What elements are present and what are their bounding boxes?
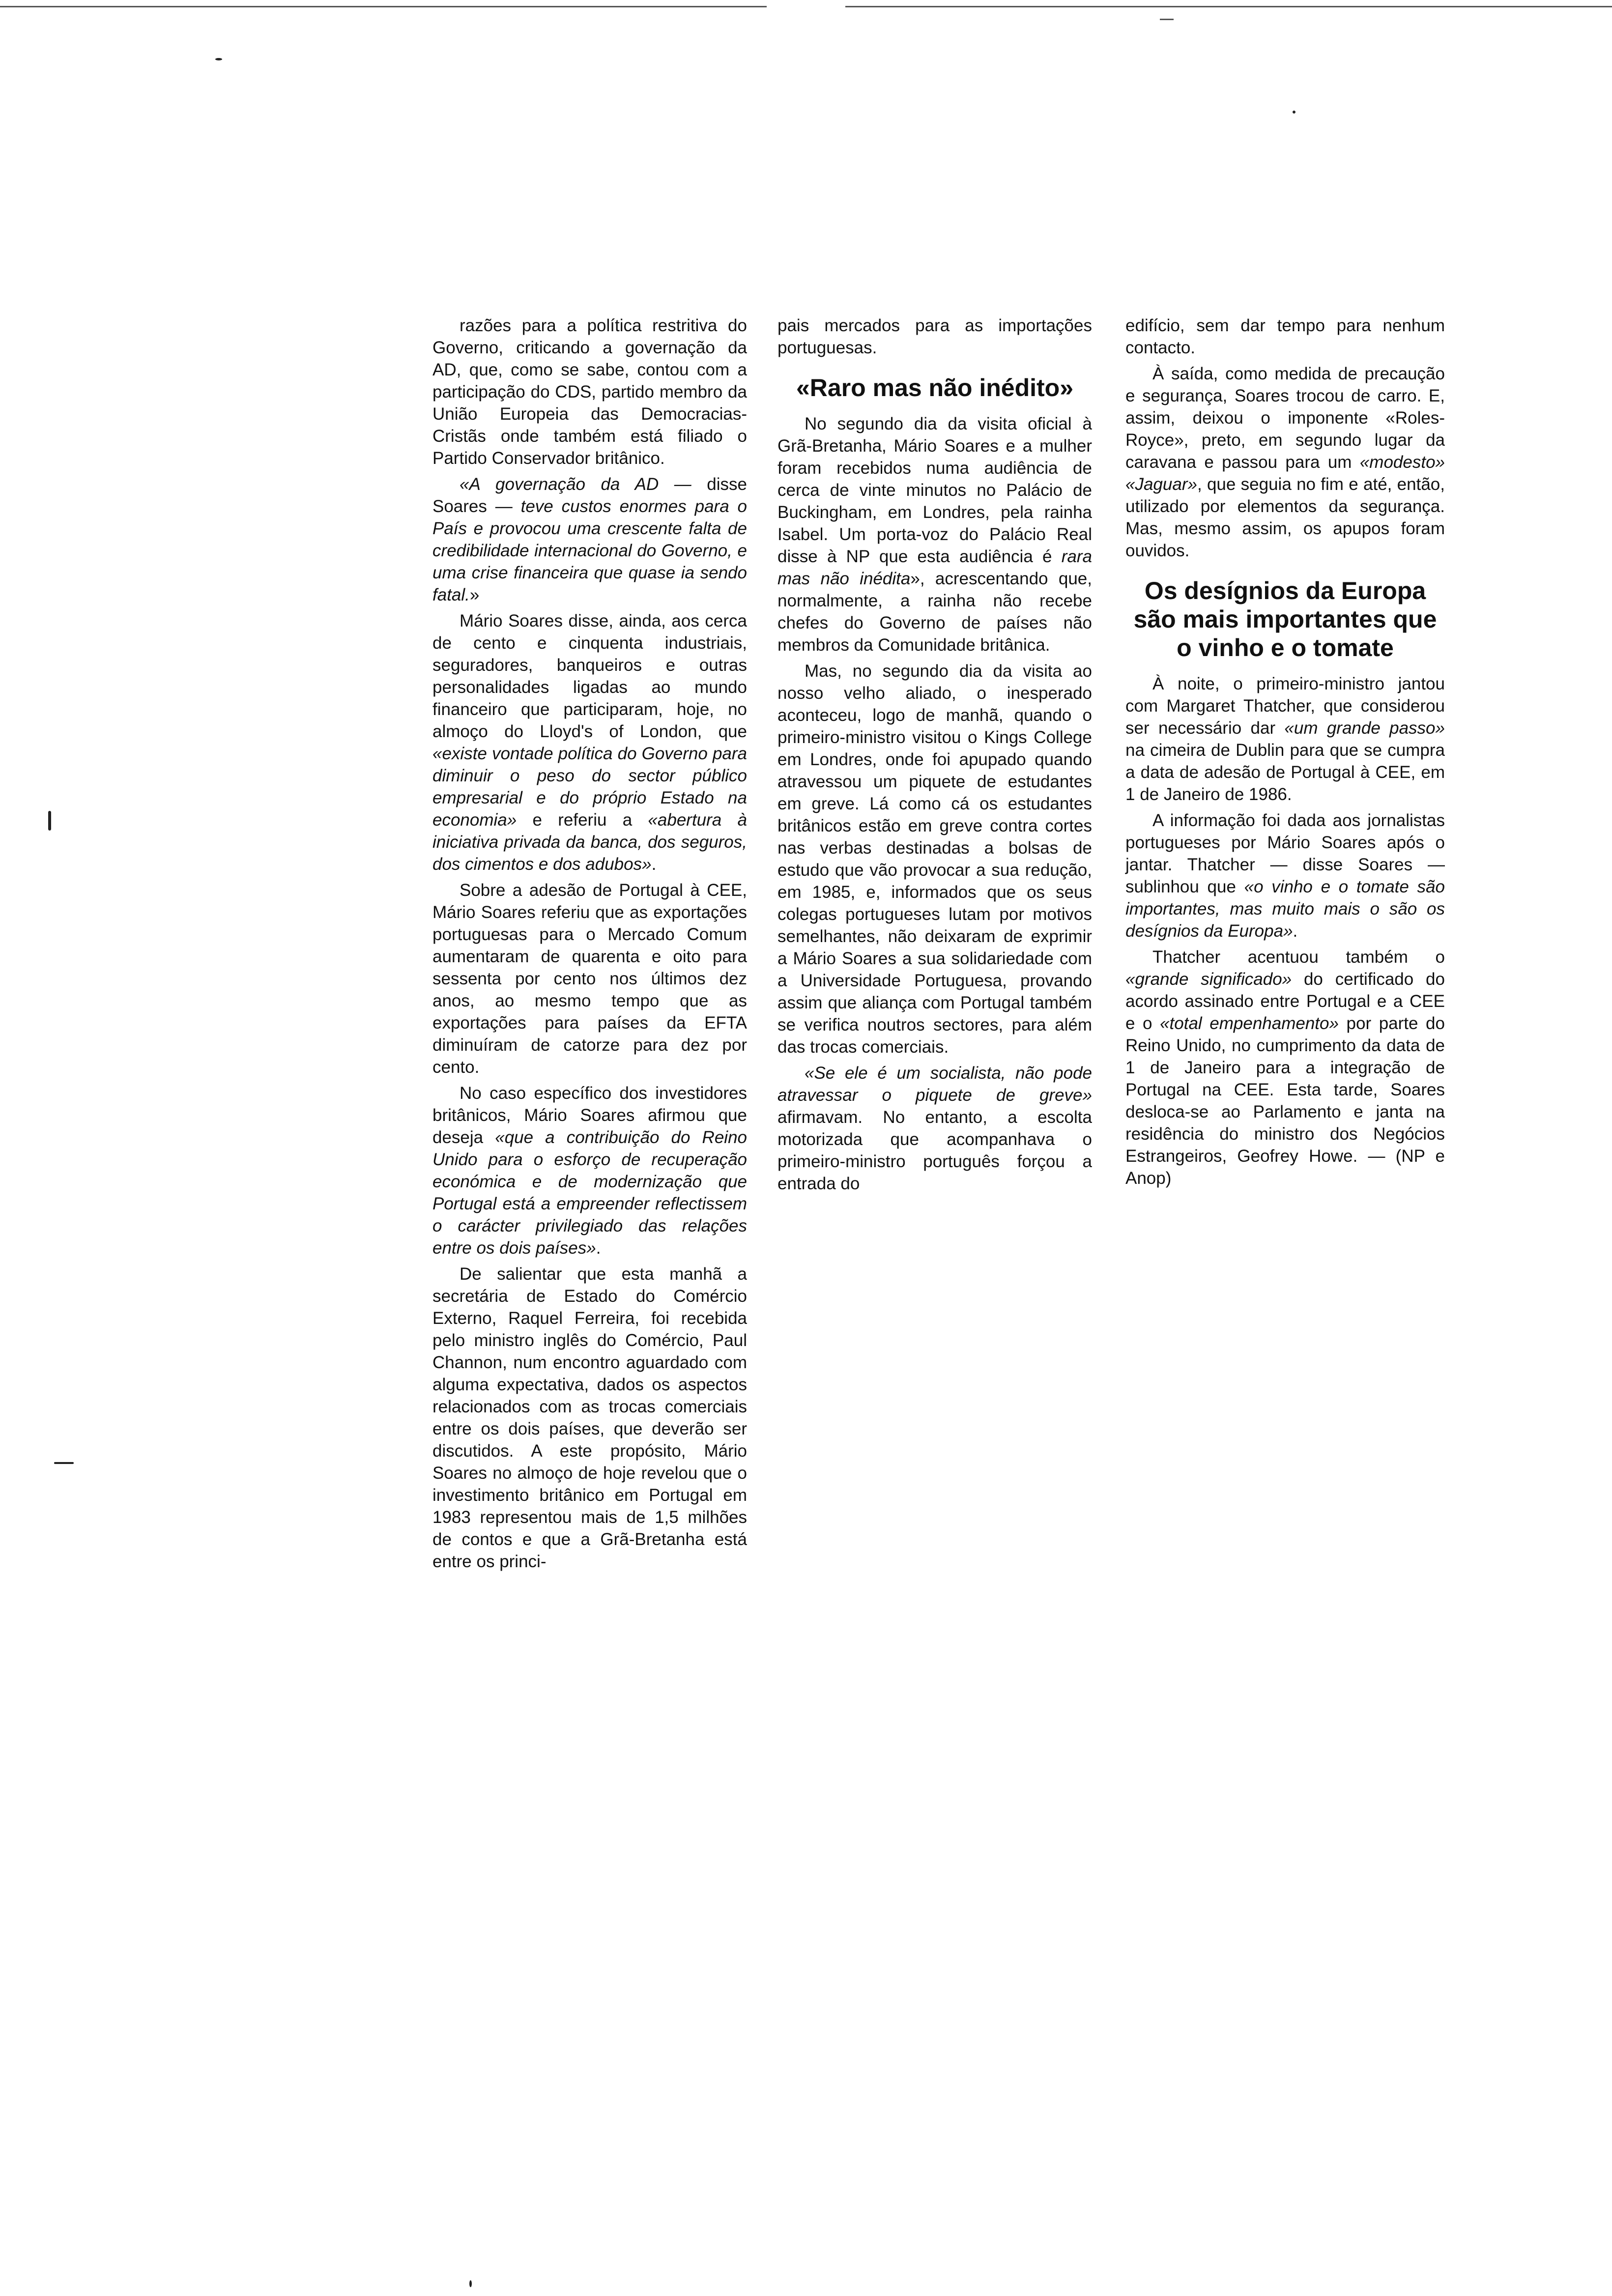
body-text: À saída, como medida de precaução e segurança, Soares trocou de carro. E, assim, deixou o imponente «Roles-Royce», preto, em segundo lugar da caravana e passou para um [1125,364,1445,472]
quote-text: «abertura à iniciativa privada da banca, dos seguros, dos cimentos e dos adubos» [432,810,747,874]
body-text: , que seguia no fim e até, então, utilizado por elementos da segurança. Mas, mesmo assim, os apupos foram ouvidos. [1125,475,1445,560]
article-column-2 [777,315,1092,1199]
paragraph-gap [432,875,747,879]
article-paragraph [1125,363,1445,562]
article-paragraph [1125,673,1445,805]
article-paragraph [777,315,1092,359]
quote-text: «que a contribuição do Reino Unido para o esforço de recuperação económica e de modernização que Portugal está a empreender reflectissem o carácter privilegiado das relações entre os dois países» [432,1128,747,1258]
paragraph-gap [777,656,1092,660]
paragraph-gap [777,1195,1092,1199]
body-text: razões para a política restritiva do Governo, criticando a governação da AD, que, como se sabe, contou com a participação do CDS, partido membro da União Europeia das Democracias-Cristãs onde também está filiado o Partido Conservador britânico. [432,316,747,468]
paragraph-gap [1125,1189,1445,1193]
quote-text: «o vinho e o tomate são importantes, mas muito mais o são os desígnios da Europa» [1125,877,1445,941]
quote-text: «existe vontade política do Governo para diminuir o peso do sector público empresarial e do próprio Estado na economia» [432,744,747,830]
paragraph-gap [432,1259,747,1263]
scan-speck [1293,111,1295,114]
article-paragraph [432,315,747,469]
paragraph-gap [777,1058,1092,1062]
quote-text: «modesto» «Jaguar» [1125,453,1445,494]
body-text: na cimeira de Dublin para que se cumpra a data de adesão de Portugal à CEE, em 1 de Janeiro de 1986. [1125,741,1445,804]
paragraph-gap [432,1078,747,1082]
article-paragraph [432,879,747,1078]
paragraph-gap [432,606,747,610]
quote-text: «Se ele é um socialista, não pode atravessar o piquete de greve» [777,1063,1092,1105]
body-text: A informação foi dada aos jornalistas portugueses por Mário Soares após o jantar. Thatcher — disse Soares — sublinhou que [1125,811,1445,896]
body-text: Thatcher acentuou também o [1152,947,1445,967]
paragraph-gap [1125,805,1445,809]
paragraph-gap [1125,562,1445,566]
quote-text: «um grande passo» [1284,718,1445,738]
article-paragraph [777,1062,1092,1195]
scan-speck [48,811,51,831]
article-paragraph [777,660,1092,1058]
article-subheading: «Raro mas não inédito» [796,374,1074,402]
body-text: No caso específico dos investidores britânicos, Mário Soares afirmou que deseja [432,1084,747,1147]
article-paragraph [432,1082,747,1259]
scan-speck [54,1462,74,1464]
body-text: do certificado do acordo assinado entre Portugal e a CEE e o [1125,970,1445,1033]
body-text: e referiu a [517,810,648,830]
body-text: disse Soares — [432,475,747,516]
article-paragraph [432,473,747,606]
article-paragraph [1125,809,1445,942]
article-paragraph [432,1263,747,1573]
body-text: Sobre a adesão de Portugal à CEE, Mário Soares referiu que as exportações portuguesas para o Mercado Comum aumentaram de quarenta e oito para sessenta por cento nos últimos dez anos, ao mesmo tempo que as exportações para países da EFTA diminuíram de catorze para dez por cento. [432,881,747,1077]
quote-text: rara mas não inédita [777,547,1092,588]
quote-text: «A governação da AD — [460,475,707,494]
body-text: No segundo dia da visita oficial à Grã-Bretanha, Mário Soares e a mulher foram recebidos numa audiência de cerca de vinte minutos no Palácio de Buckingham, em Londres, pela rainha Isabel. Um porta-voz do Palácio Real disse à NP que esta audiência é [777,414,1092,566]
body-text: », acrescentando que, normalmente, a rainha não recebe chefes do Governo de países não membros da Comunidade britânica. [777,569,1092,655]
article-paragraph [777,413,1092,656]
article-subheading: Os desígnios da Europa são mais importantes que o vinho e o tomate [1133,577,1437,661]
top-rule-dash [1160,19,1174,20]
body-text: De salientar que esta manhã a secretária de Estado do Comércio Externo, Raquel Ferreira, foi recebida pelo ministro inglês do Comércio, Paul Channon, num encontro aguardado com alguma expectativa, dados os aspectos relacionados com as trocas comerciais entre os dois países, que deverão ser discutidos. A este propósito, Mário Soares no almoço de hoje revelou que o investimento britânico em Portugal em 1983 representou mais de 1,5 milhões de contos e que a Grã-Bretanha está entre os princi- [432,1264,747,1571]
article-paragraph [1125,315,1445,359]
body-text: pais mercados para as importações portuguesas. [777,316,1092,357]
body-text: Mário Soares disse, ainda, aos cerca de cento e cinquenta industriais, seguradores, banqueiros e outras personalidades ligadas ao mundo financeiro que participaram, hoje, no almoço do Lloyd's of London, que [432,611,747,741]
paragraph-gap [432,469,747,473]
body-text: Mas, no segundo dia da visita ao nosso velho aliado, o inesperado aconteceu, logo de manhã, quando o primeiro-ministro visitou o Kings College em Londres, onde foi apupado quando atravessou um piquete de estudantes em greve. Lá como cá os estudantes britânicos estão em greve contra cortes nas verbas destinadas a bolsas de estudo que vão provocar a sua redução, em 1985, e, informados que os seus colegas portugueses lutam por motivos semelhantes, não deixaram de exprimir a Mário Soares a sua solidariedade com a Universidade Portuguesa, provando assim que aliança com Portugal também se verifica noutros sectores, para além das trocas comerciais. [777,661,1092,1057]
paragraph-gap [1125,359,1445,363]
article-paragraph [432,610,747,875]
scan-speck [215,58,222,60]
quote-text: «grande significado» [1125,970,1292,989]
quote-text: «total empenhamento» [1160,1014,1339,1033]
body-text: afirmavam. No entanto, a escolta motorizada que acompanhava o primeiro-ministro português forçou a entrada do [777,1108,1092,1193]
paragraph-gap [1125,942,1445,946]
body-text: edifício, sem dar tempo para nenhum contacto. [1125,316,1445,357]
article-column-3 [1125,315,1445,1193]
top-rule-right [845,6,1612,7]
body-text: . [1293,921,1298,941]
quote-text: teve custos enormes para o País e provocou uma crescente falta de credibilidade internacional do Governo, e uma crise financeira que quase ia sendo fatal. [432,497,747,604]
article-paragraph [1125,946,1445,1189]
paragraph-gap [432,1573,747,1577]
body-text: . [651,855,657,874]
paragraph-gap [777,359,1092,363]
body-text: » [469,585,480,604]
body-text: À noite, o primeiro-ministro jantou com Margaret Thatcher, que considerou ser necessário dar [1125,674,1445,738]
article-column-1 [432,315,747,1577]
scan-speck [469,2280,472,2287]
body-text: por parte do Reino Unido, no cumprimento da data de 1 de Janeiro para a integração de Portugal na CEE. Esta tarde, Soares desloca-se ao Parlamento e janta na residência do ministro dos Negócios Estrangeiros, Geofrey Howe. — (NP e Anop) [1125,1014,1445,1188]
top-rule-left [0,6,767,7]
body-text: . [596,1238,601,1258]
